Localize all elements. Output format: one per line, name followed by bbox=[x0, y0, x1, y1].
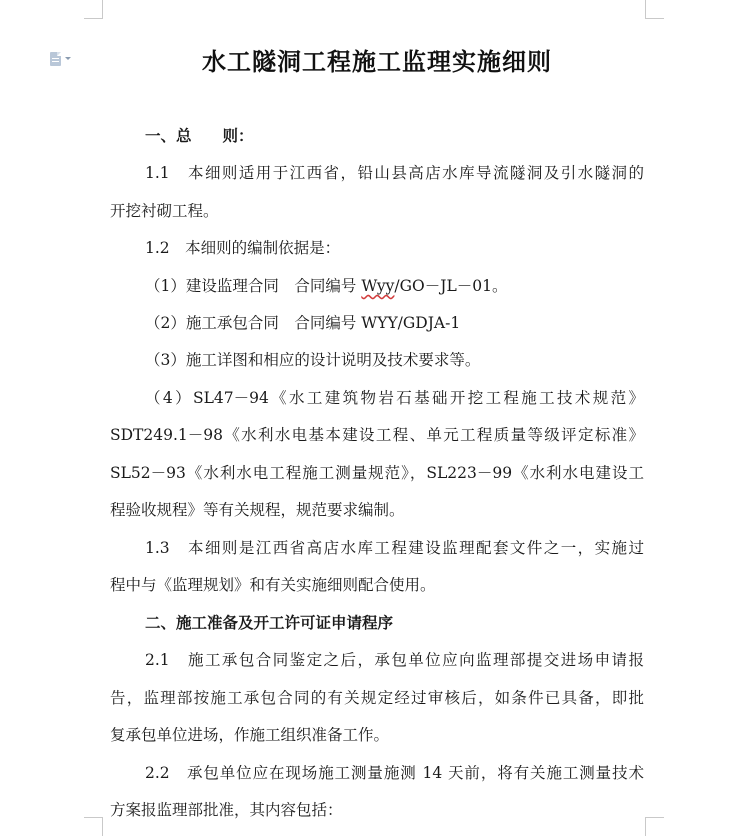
paragraph-line: 开挖衬砌工程。 bbox=[110, 202, 219, 220]
paragraph-line: 1.1 本细则适用于江西省，铅山县高店水库导流隧洞及引水隧洞的 bbox=[145, 164, 644, 182]
paragraph-line: 方案报监理部批准，其内容包括： bbox=[110, 801, 343, 819]
paragraph-line: 告，监理部按施工承包合同的有关规定经过审核后，如条件已具备，即批 bbox=[110, 689, 644, 707]
section-heading-general: 一、总 则： bbox=[145, 127, 254, 145]
spellcheck-flagged-word: Wyy bbox=[361, 277, 395, 295]
text-run: /GO－JL－01。 bbox=[394, 277, 508, 295]
paragraph-line: SDT249.1－98《水利水电基本建设工程、单元工程质量等级评定标准》 bbox=[110, 426, 644, 444]
paragraph-line: 1.2 本细则的编制依据是： bbox=[145, 239, 341, 257]
paragraph-line: 2.2 承包单位应在现场施工测量施测 14 天前，将有关施工测量技术 bbox=[145, 764, 644, 782]
paragraph-line: 2.1 施工承包合同鉴定之后，承包单位应向监理部提交进场申请报 bbox=[145, 651, 644, 669]
paragraph-line: （4）SL47－94《水工建筑物岩石基础开挖工程施工技术规范》 bbox=[145, 389, 644, 407]
paragraph-line: （3）施工详图和相应的设计说明及技术要求等。 bbox=[145, 351, 481, 369]
page-corner-mark-bottom-left bbox=[84, 817, 103, 836]
page-corner-mark-bottom-right bbox=[645, 817, 664, 836]
paragraph-line: 1.3 本细则是江西省高店水库工程建设监理配套文件之一，实施过 bbox=[145, 539, 644, 557]
document-options-icon[interactable] bbox=[50, 52, 72, 68]
document-title: 水工隧洞工程施工监理实施细则 bbox=[202, 48, 552, 76]
section-heading-preparation: 二、施工准备及开工许可证申请程序 bbox=[145, 614, 394, 632]
paragraph-line: （2）施工承包合同 合同编号 WYY/GDJA-1 bbox=[145, 314, 461, 332]
paragraph-line: 程验收规程》等有关规程，规范要求编制。 bbox=[110, 501, 405, 519]
paragraph-line: 程中与《监理规划》和有关实施细则配合使用。 bbox=[110, 576, 436, 594]
paragraph-line bbox=[145, 276, 644, 296]
paragraph-line: 复承包单位进场，作施工组织准备工作。 bbox=[110, 726, 390, 744]
page-corner-mark-top-left bbox=[84, 0, 103, 19]
paragraph-line: SL52－93《水利水电工程施工测量规范》，SL223－99《水利水电建设工 bbox=[110, 464, 644, 482]
page-corner-mark-top-right bbox=[645, 0, 664, 19]
text-run: （1）建设监理合同 合同编号 bbox=[145, 277, 357, 295]
